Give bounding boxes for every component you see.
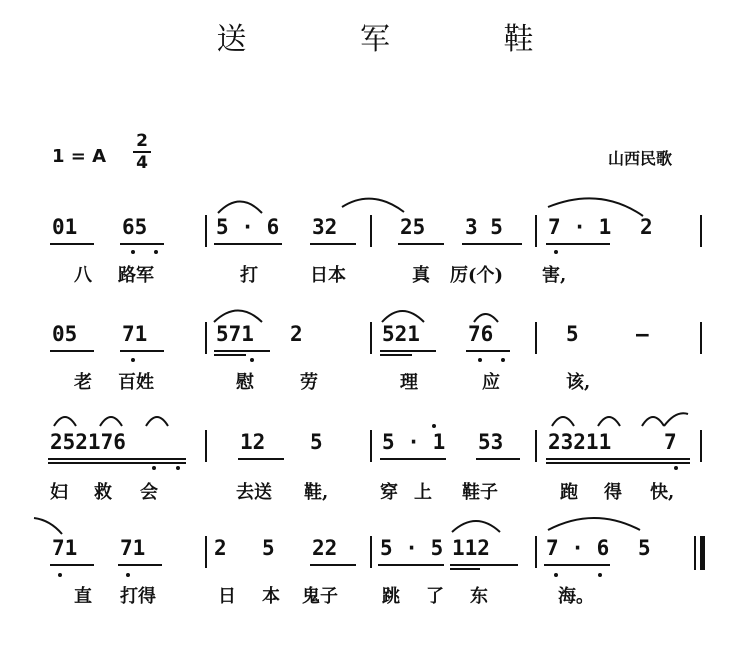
note-group: 32: [312, 215, 338, 239]
lyric: 路军: [118, 265, 154, 286]
lyric: 东: [470, 586, 488, 607]
note-group: 76: [468, 322, 494, 346]
slur: [146, 417, 168, 426]
slurs: [34, 198, 688, 534]
slur: [54, 417, 76, 426]
note-group: 5: [566, 322, 579, 346]
lyric: 妇: [50, 482, 68, 503]
lyric: 了: [426, 586, 444, 607]
lyric: 日: [218, 586, 236, 607]
lyric: 跑: [560, 482, 578, 503]
note-group: 2: [214, 536, 227, 560]
note-dash: –: [636, 322, 649, 346]
note-group: 3 5: [465, 215, 503, 239]
lyric: 上: [414, 482, 432, 503]
lyric: 得: [604, 482, 622, 503]
note-group: 571: [216, 322, 254, 346]
octave-dots: [58, 250, 678, 577]
lyric: 老: [74, 372, 92, 393]
song-origin: 山西民歌: [608, 149, 673, 168]
lyric: 直: [74, 586, 92, 607]
note-group: 2: [290, 322, 303, 346]
note-group: 05: [52, 322, 78, 346]
lyric: 日本: [310, 265, 346, 286]
lyric: 害,: [542, 265, 567, 286]
note-group: 252176: [50, 430, 126, 454]
lyric: 劳: [300, 372, 318, 393]
key-signature: 1 = A: [52, 146, 107, 167]
slur: [342, 199, 404, 212]
slur: [474, 314, 498, 322]
lyric: 鬼子: [302, 586, 338, 607]
lyric: 理: [400, 372, 418, 393]
note-group: 71: [120, 536, 146, 560]
lyric: 百姓: [118, 372, 154, 393]
lyric: 慰: [236, 372, 254, 393]
note-group: 5 · 6: [216, 215, 280, 239]
lyric: 鞋子: [462, 482, 498, 503]
time-signature-top: 2: [136, 131, 148, 151]
lyric: 会: [140, 482, 158, 503]
note-group: 23211: [548, 430, 612, 454]
note-group: 5 · 1: [382, 430, 446, 454]
lyric: 救: [94, 482, 112, 503]
slur: [452, 521, 500, 532]
slur: [598, 417, 620, 426]
lyric: 鞋,: [304, 482, 329, 503]
lyric: 该,: [566, 372, 591, 393]
note-group: 71: [122, 322, 148, 346]
song-title: 送 军 鞋: [216, 22, 586, 57]
slur: [218, 202, 262, 214]
lyric: 穿: [380, 482, 398, 503]
slur: [552, 417, 574, 426]
note-group: 5 · 5: [380, 536, 444, 560]
note-group: 25: [400, 215, 426, 239]
slur: [382, 311, 424, 322]
note-group: 7 · 6: [546, 536, 610, 560]
lyric: 海。: [558, 586, 594, 607]
lyric: 本: [262, 586, 280, 607]
lyric: 真: [412, 265, 430, 286]
note-group: 2: [640, 215, 653, 239]
note-group: 112: [452, 536, 490, 560]
note-group: 7 · 1: [548, 215, 612, 239]
slur: [664, 413, 688, 426]
note-group: 521: [382, 322, 420, 346]
lyric: 去送: [236, 482, 272, 503]
note-group: 12: [240, 430, 266, 454]
lyric: 厉(个): [450, 265, 504, 286]
lyric: 跳: [382, 586, 400, 607]
lyric: 应: [482, 372, 500, 393]
note-group: 53: [478, 430, 504, 454]
note-group: 22: [312, 536, 338, 560]
note-group: 5: [638, 536, 651, 560]
beams: [48, 244, 690, 569]
note-group: 7: [664, 430, 677, 454]
slur: [548, 198, 643, 216]
note-group: 01: [52, 215, 78, 239]
lyric: 打: [240, 265, 258, 286]
note-group: 5: [310, 430, 323, 454]
slur: [100, 417, 122, 426]
lyric: 快,: [650, 482, 675, 503]
lyric: 打得: [120, 586, 156, 607]
note-group: 5: [262, 536, 275, 560]
time-signature-bottom: 4: [136, 153, 148, 173]
slur: [34, 518, 62, 534]
slur: [214, 311, 262, 323]
note-group: 65: [122, 215, 148, 239]
slur: [548, 518, 640, 530]
slur: [642, 417, 664, 426]
lyric: 八: [74, 265, 92, 286]
note-group: 71: [52, 536, 78, 560]
